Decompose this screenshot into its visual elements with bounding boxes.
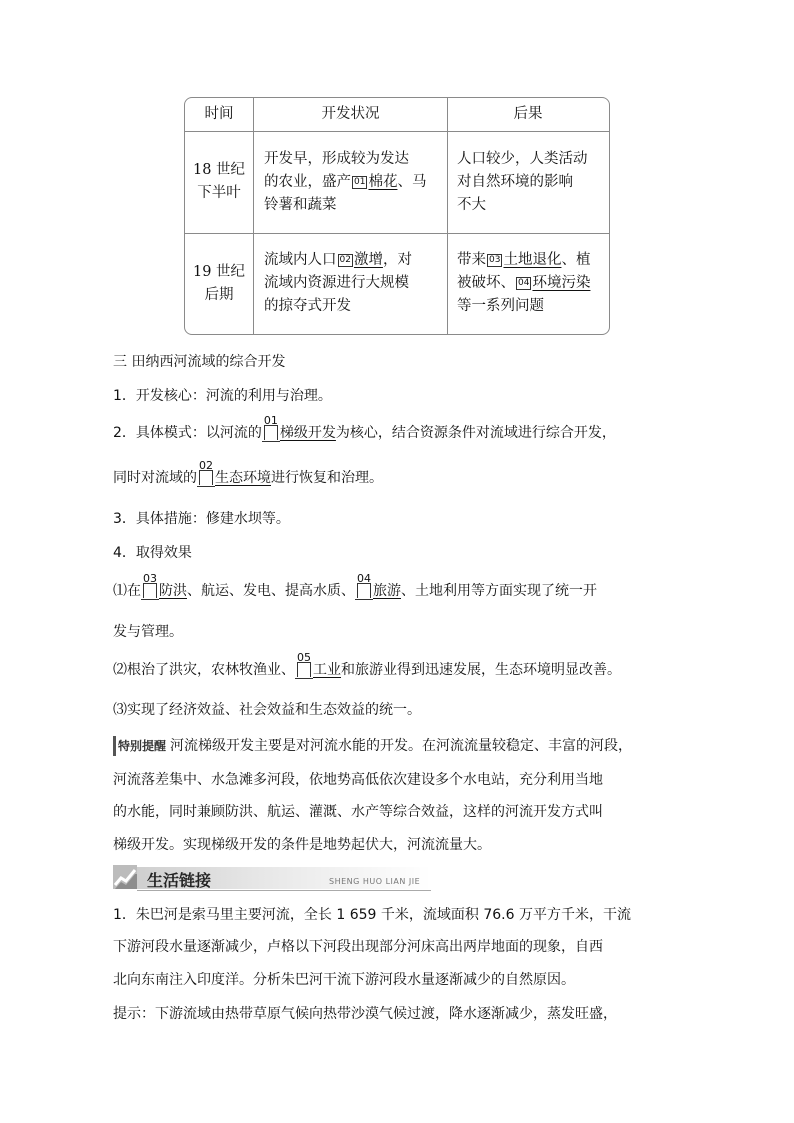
answer-number: 02	[199, 459, 213, 472]
answer-text: 环境污染	[532, 275, 591, 291]
cell-line: 流域内资源进行大规模	[264, 275, 409, 291]
tip-line: 河流落差集中、水急滩多河段，依地势高低依次建设多个水电站，充分利用当地	[113, 772, 603, 788]
cell-line: 铃薯和蔬菜	[264, 197, 337, 213]
cell-line: 人口较少，人类活动	[457, 151, 588, 167]
banner-title: 生活链接	[147, 871, 212, 890]
cell-line: 对自然环境的影响	[457, 174, 573, 190]
paragraph: 提示：下游流域由热带草原气候向热带沙漠气候过渡，降水逐渐减少，蒸发旺盛，	[113, 1006, 617, 1022]
cell-line: 等一系列问题	[457, 298, 544, 314]
blank-line	[262, 441, 280, 442]
cell-line: 的掠夺式开发	[264, 298, 351, 314]
section-banner	[113, 865, 431, 895]
table-cell-result	[457, 249, 607, 318]
paragraph: 1．开发核心：河流的利用与治理。	[113, 388, 332, 404]
blank-line	[141, 599, 159, 600]
text-span: 河流梯级开发主要是对河流水能的开发。在河流流量较稳定、丰富的河段，	[170, 738, 633, 754]
answer-text: 工业	[313, 662, 341, 678]
cell-line	[264, 249, 440, 272]
answer-text: 激增	[353, 252, 383, 268]
answer-text: 旅游	[373, 583, 401, 599]
blank-box	[143, 583, 157, 598]
banner-subtitle: SHENG HUO LIAN JIE	[329, 877, 421, 886]
text-span: 2．具体模式：以河流的	[113, 425, 262, 441]
blank-box	[297, 662, 311, 677]
time-line: 19 世纪	[192, 264, 246, 280]
table-header-result: 后果	[513, 106, 543, 122]
text-span: 流域内人口	[264, 252, 337, 268]
paragraph	[113, 414, 616, 443]
tip-line	[113, 736, 632, 756]
text-span: 的农业，盛产	[264, 174, 351, 190]
answer-number: 03	[143, 572, 157, 585]
answer-number: 01	[263, 414, 278, 427]
text-span: 、航运、发电、提高水质、	[187, 583, 355, 599]
table-divider	[185, 233, 609, 234]
text-span: ，对	[382, 252, 412, 268]
text-span: 进行恢复和治理。	[271, 470, 383, 486]
blank-line	[197, 486, 215, 487]
answer-marker: 04	[518, 278, 530, 288]
text-span: 为核心，结合资源条件对流域进行综合开发，	[335, 425, 616, 441]
answer-text: 梯级开发	[279, 425, 336, 441]
answer-marker: 03	[489, 255, 501, 265]
answer-blank	[141, 572, 157, 601]
blank-line	[355, 599, 373, 600]
development-table	[184, 97, 610, 335]
section-heading: 三 田纳西河流域的综合开发	[113, 354, 286, 370]
answer-blank	[355, 572, 371, 601]
tip-line: 的水能，同时兼顾防洪、航运、灌溉、水产等综合效益，这样的河流开发方式叫	[113, 804, 603, 820]
time-line: 后期	[204, 287, 234, 303]
chart-trend-icon	[113, 865, 137, 889]
table-cell-time	[185, 159, 253, 205]
paragraph	[113, 651, 621, 680]
text-span: 同时对流域的	[113, 470, 197, 486]
table-header-time: 时间	[204, 106, 234, 122]
answer-text: 生态环境	[215, 470, 271, 486]
blank-box	[357, 583, 371, 598]
cell-line	[457, 249, 607, 272]
blank-box	[199, 470, 213, 485]
cell-line: 不大	[457, 197, 486, 213]
paragraph: ⑶实现了经济效益、社会效益和生态效益的统一。	[113, 702, 421, 718]
answer-text: 土地退化	[503, 252, 562, 268]
text-span: ⑵根治了洪灾，农林牧渔业、	[113, 662, 295, 678]
paragraph: 4．取得效果	[113, 545, 192, 561]
time-line: 下半叶	[197, 185, 241, 201]
answer-blank	[262, 414, 278, 443]
paragraph: 发与管理。	[113, 624, 183, 640]
answer-blank	[295, 651, 311, 680]
answer-blank	[197, 459, 213, 488]
text-span: 、土地利用等方面实现了统一开	[401, 583, 597, 599]
paragraph	[113, 572, 597, 601]
table-cell-development	[264, 249, 440, 318]
table-header-development: 开发状况	[321, 106, 380, 122]
answer-number: 05	[297, 651, 311, 664]
table-cell-result	[457, 148, 603, 217]
blank-box	[264, 425, 278, 440]
text-span: 和旅游业得到迅速发展，生态环境明显改善。	[341, 662, 621, 678]
cell-line: 开发早，形成较为发达	[264, 151, 409, 167]
paragraph: 下游河段水量逐渐减少，卢格以下河段出现部分河床高出两岸地面的现象，自西	[113, 939, 603, 955]
text-span: 、马	[397, 174, 427, 190]
text-span: ⑴在	[113, 583, 141, 599]
banner-rule	[137, 890, 431, 891]
cell-line	[264, 171, 440, 194]
tip-line: 梯级开发。实现梯级开发的条件是地势起伏大，河流流量大。	[113, 837, 491, 853]
paragraph	[113, 459, 383, 488]
paragraph: 北向东南注入印度洋。分析朱巴河干流下游河段水量逐渐减少的自然原因。	[113, 972, 575, 988]
answer-marker: 01	[354, 177, 366, 187]
answer-text: 棉花	[368, 174, 398, 190]
blank-line	[295, 678, 313, 679]
answer-number: 04	[357, 572, 371, 585]
time-line: 18 世纪	[192, 162, 246, 178]
paragraph: 3．具体措施：修建水坝等。	[113, 511, 290, 527]
tip-label: 特别提醒	[113, 736, 166, 756]
paragraph: 1．朱巴河是索马里主要河流，全长 1 659 千米，流域面积 76.6 万平方千米，干流	[113, 907, 631, 923]
table-divider	[447, 98, 448, 334]
answer-text: 防洪	[159, 583, 187, 599]
cell-line	[457, 272, 607, 295]
table-divider	[253, 98, 254, 334]
table-cell-time	[185, 261, 253, 307]
text-span: 被破坏、	[457, 275, 515, 291]
answer-marker: 02	[339, 255, 351, 265]
table-cell-development	[264, 148, 440, 217]
text-span: 带来	[457, 252, 486, 268]
table-divider	[185, 131, 609, 132]
text-span: 、植	[561, 252, 591, 268]
